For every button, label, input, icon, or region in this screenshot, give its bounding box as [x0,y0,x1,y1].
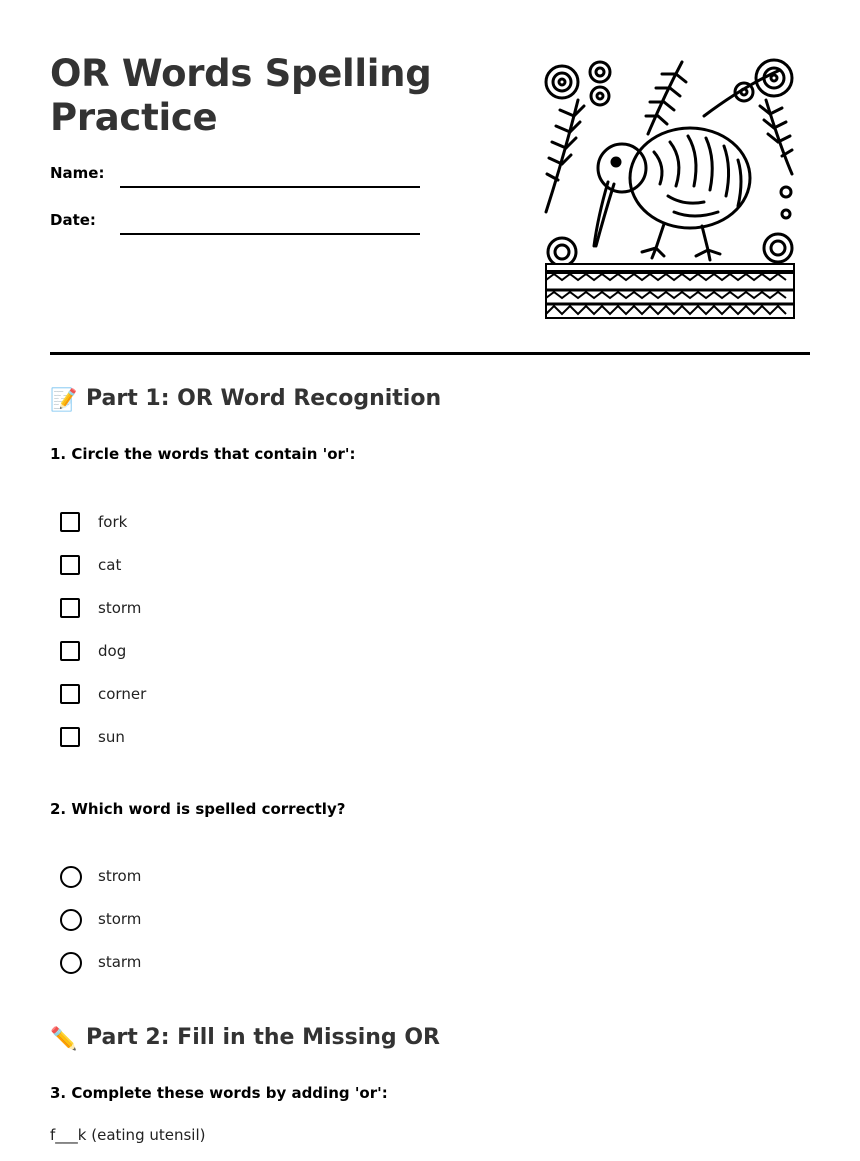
q1-option-cat[interactable] [60,555,460,579]
part2-title: Part 2: Fill in the Missing OR [86,1025,440,1050]
option-label: fork [98,513,128,531]
checkbox[interactable] [60,598,80,618]
name-field [50,164,470,188]
option-label: corner [98,685,147,703]
part2-heading [50,1025,440,1052]
option-label: storm [98,599,142,617]
option-label: starm [98,953,142,971]
pencil-icon: ✏️ [50,1027,78,1052]
memo-icon: 📝 [50,388,78,413]
checkbox[interactable] [60,727,80,747]
radio-button[interactable] [60,952,82,974]
question-2: 2. Which word is spelled correctly? [50,800,346,818]
q1-option-sun[interactable] [60,727,460,751]
option-label: strom [98,867,142,885]
date-line[interactable] [120,233,420,235]
checkbox[interactable] [60,641,80,661]
q1-option-storm[interactable] [60,598,460,622]
worksheet-header [50,0,810,355]
q2-option-starm[interactable] [60,952,460,976]
q2-option-storm[interactable] [60,909,460,933]
q2-option-strom[interactable] [60,866,460,890]
option-label: storm [98,910,142,928]
question-1: 1. Circle the words that contain 'or': [50,445,356,463]
option-label: cat [98,556,122,574]
q1-option-dog[interactable] [60,641,460,665]
option-label: sun [98,728,125,746]
q1-option-corner[interactable] [60,684,460,708]
question-3: 3. Complete these words by adding 'or': [50,1084,388,1102]
option-label: dog [98,642,127,660]
date-label: Date: [50,211,96,229]
radio-button[interactable] [60,909,82,931]
fill-item[interactable]: f___k (eating utensil) [50,1126,206,1144]
kiwi-bird-emblem-icon [544,56,796,320]
checkbox[interactable] [60,512,80,532]
part1-heading [50,386,441,413]
name-line[interactable] [120,186,420,188]
part1-title: Part 1: OR Word Recognition [86,386,442,411]
checkbox[interactable] [60,684,80,704]
date-field [50,211,470,235]
checkbox[interactable] [60,555,80,575]
page-title: OR Words Spelling Practice [50,52,432,139]
radio-button[interactable] [60,866,82,888]
name-label: Name: [50,164,105,182]
q1-option-fork[interactable] [60,512,460,536]
worksheet-page [50,0,810,1144]
